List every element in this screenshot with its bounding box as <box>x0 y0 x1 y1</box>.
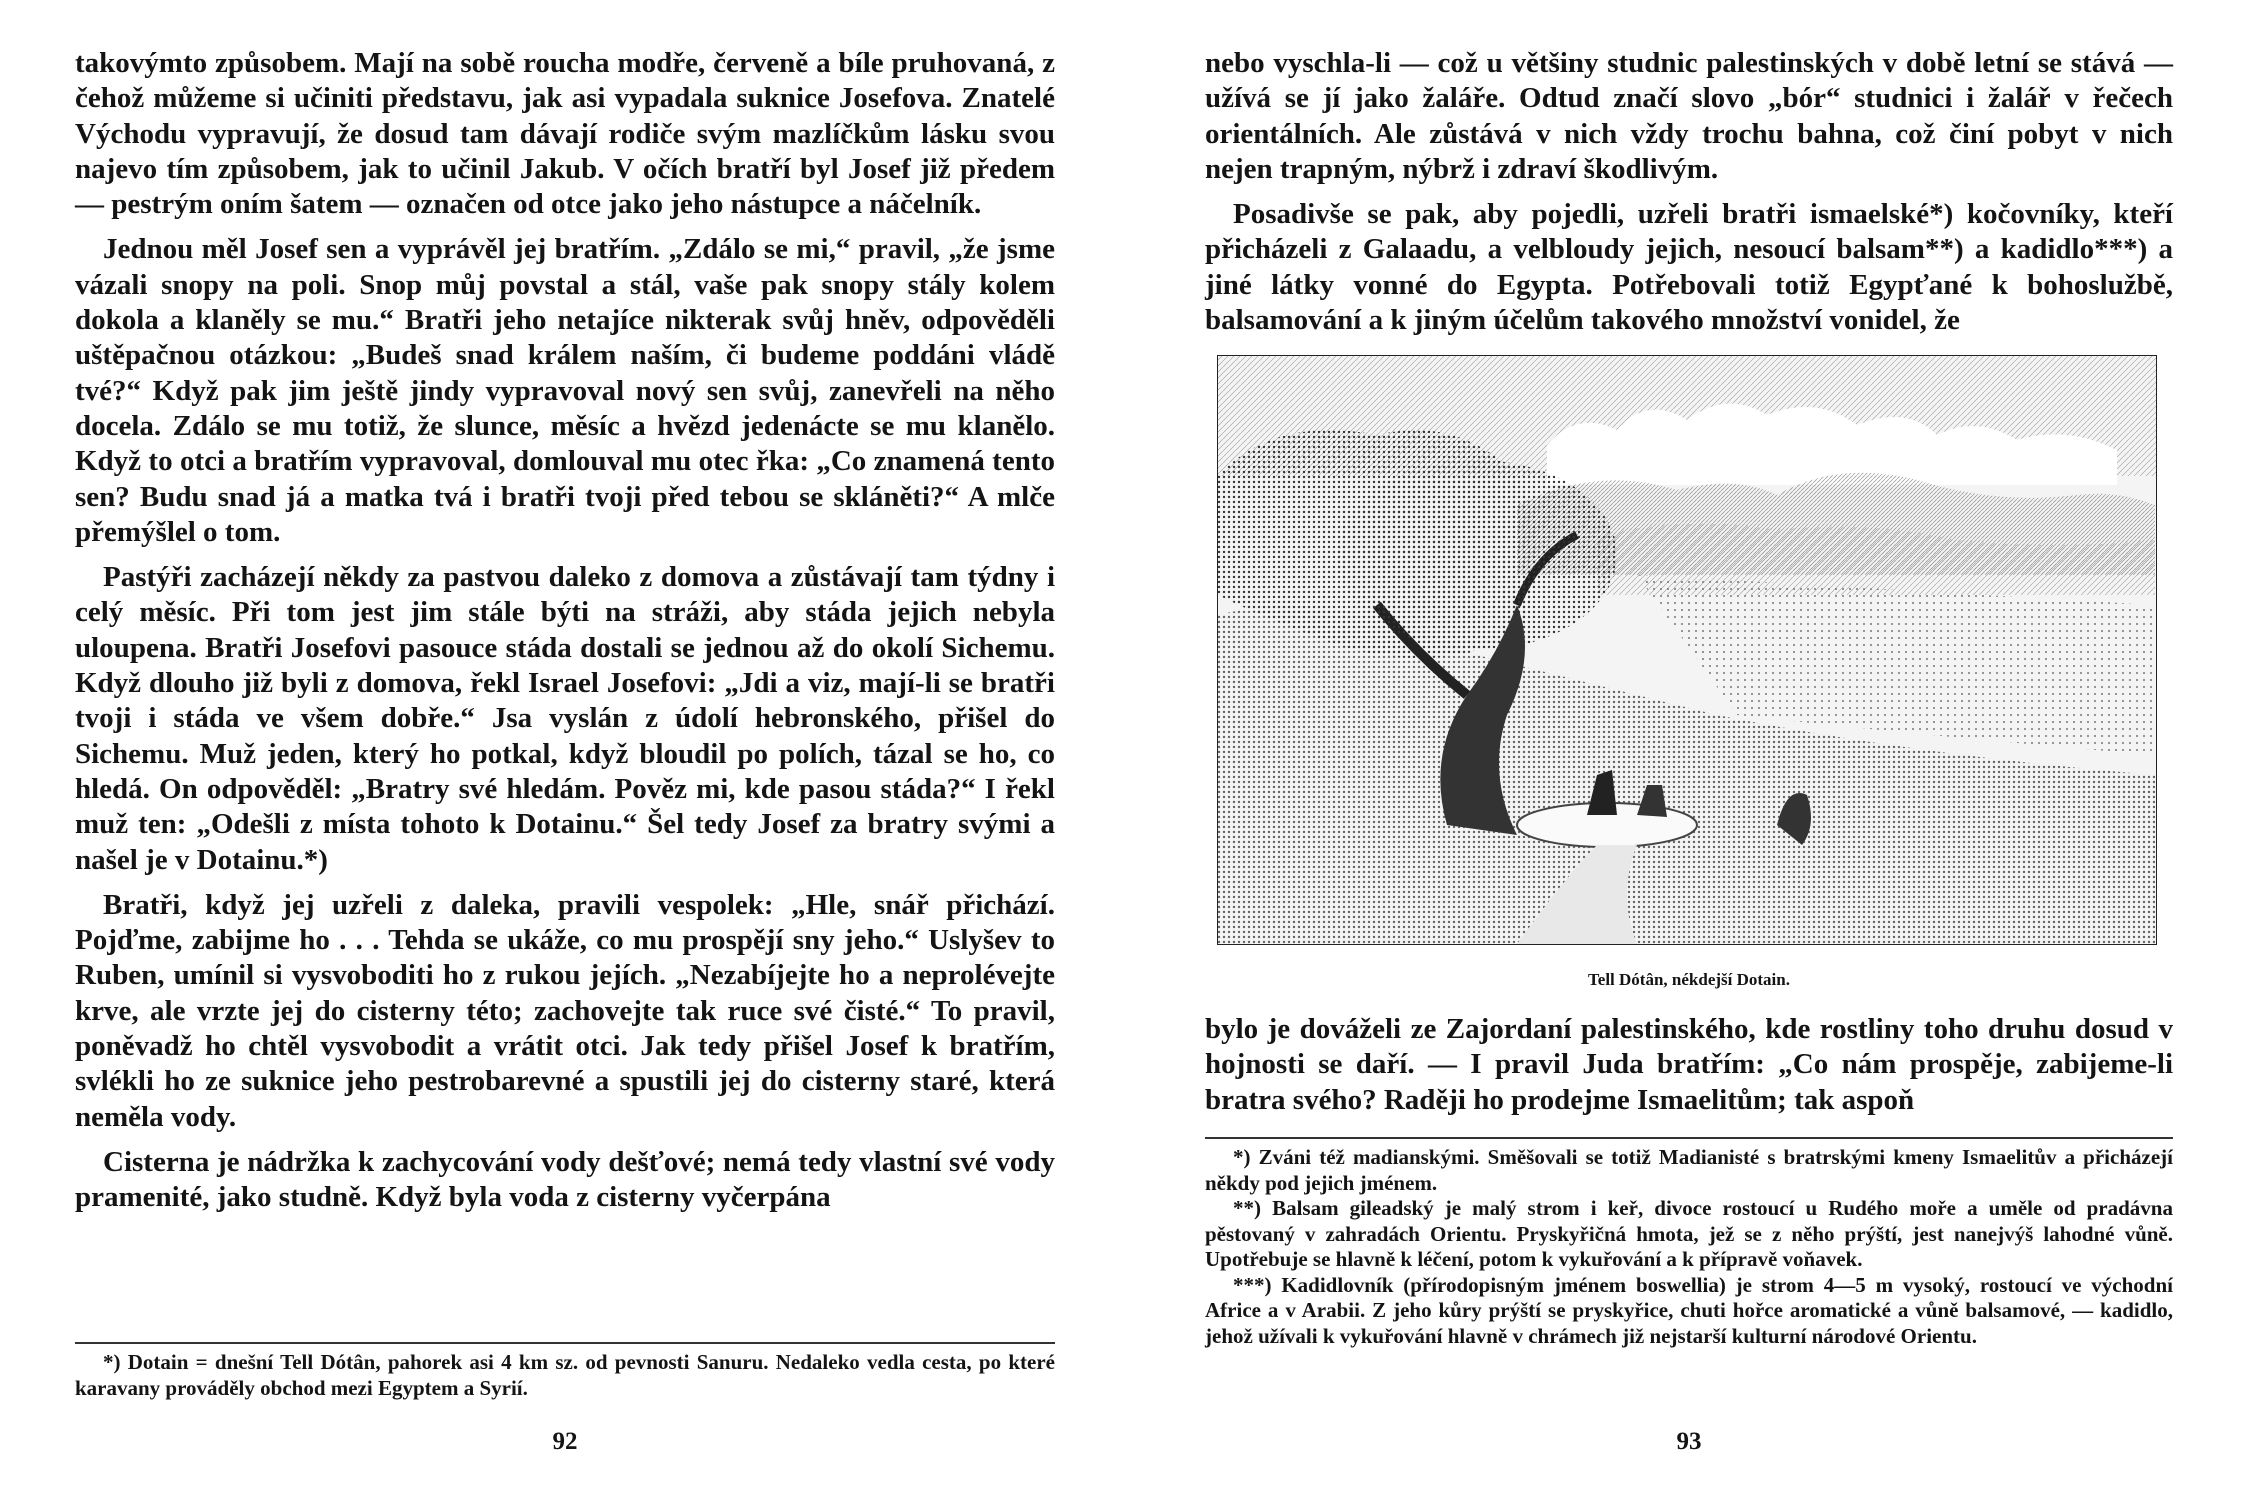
footnote: ***) Kadidlovník (přírodopisným jménem boswellia) je strom 4—5 m vysoký, rostoucí ve východní Africe a v Arabii. Z jeho kůry prýští se pryskyřice, chuti hořce aromatické a vůně balsamové, — kadidlo, jehož užívali k vykuřování hlavně v chrámech již nejstarší kulturní národové Orientu. <box>1205 1272 2173 1348</box>
page-number: 92 <box>552 1428 578 1455</box>
left-page-body <box>75 46 1055 1226</box>
right-page-body-top <box>1205 46 2173 348</box>
paragraph: nebo vyschla-li — což u většiny studnic palestinských v době letní se stává — užívá se jí jako žaláře. Odtud značí slovo „bór“ studnici i žalář v řečech orientálních. Ale zůstává v nich vždy trochu bahna, což činí pobyt v nich nejen trapným, nýbrž i zdraví škodlivým. <box>1205 47 2173 185</box>
left-footnotes <box>75 1342 1055 1401</box>
paragraph: Jednou měl Josef sen a vyprávěl jej bratřím. „Zdálo se mi,“ pravil, „že jsme vázali snopy na poli. Snop můj povstal a stál, vaše pak snopy stály kolem dokola a klaněly se mu.“ Bratři jeho netajíce nikterak svůj hněv, odpověděli uštěpačnou otázkou: „Budeš snad králem naším, či budeme poddáni vládě tvé?“ Když pak jim ještě jindy vypravoval nový sen svůj, zanevřeli na něho docela. Zdálo se mu totiž, že slunce, měsíc a hvězd jedenácte se mu klanělo. Když to otci a bratřím vypravoval, domlouval mu otec řka: „Co znamená tento sen? Budu snad já a matka tvá i bratři tvoji před tebou se skláněti?“ A mlče přemýšlel o tom. <box>75 233 1055 548</box>
landscape-illustration <box>1217 355 2157 945</box>
paragraph: Cisterna je nádržka k zachycování vody dešťové; nemá tedy vlastní své vody pramenité, jako studně. Když byla voda z cisterny vyčerpána <box>75 1145 1055 1214</box>
paragraph: Pastýři zacházejí někdy za pastvou daleko z domova a zůstávají tam týdny i celý měsíc. Při tom jest jim stále býti na stráži, aby stáda jejich nebyla uloupena. Bratři Josefovi pasouce stáda dostali se jednou až do okolí Sichemu. Když dlouho již byli z domova, řekl Israel Josefovi: „Jdi a viz, mají-li se bratři tvoji i stáda ve všem dobře.“ Jsa vyslán z údolí hebronského, přišel do Sichemu. Muž jeden, který ho potkal, když bloudil po polích, tázal se ho, co hledá. On odpověděl: „Bratry své hledám. Pověz mi, kde pasou stáda?“ I řekl muž ten: „Odešli z místa tohoto k Dotainu.“ Šel tedy Josef za bratry svými a našel je v Dotainu.*) <box>75 561 1055 876</box>
right-footnotes <box>1205 1137 2173 1349</box>
footnote: *) Dotain = dnešní Tell Dótân, pahorek asi 4 km sz. od pevnosti Sanuru. Nedaleko vedla cesta, po které karavany prováděly obchod mezi Egyptem a Syrií. <box>75 1350 1055 1400</box>
paragraph: bylo je dováželi ze Zajordaní palestinského, kde rostliny toho druhu dosud v hojnosti se daří. — I pravil Juda bratřím: „Co nám prospěje, zabijeme-li bratra svého? Raději ho prodejme Ismaelitům; tak aspoň <box>1205 1013 2173 1116</box>
footnote: **) Balsam gileadský je malý strom i keř, divoce rostoucí u Rudého moře a uměle od pradávna pěstovaný v zahradách Orientu. Pryskyřičná hmota, jež se z něho prýští, jest nanejvýš lahodné vůně. Upotřebuje se hlavně k léčení, potom k vykuřování a k přípravě voňavek. <box>1205 1196 2173 1271</box>
paragraph: Posadivše se pak, aby pojedli, uzřeli bratři ismaelské*) kočovníky, kteří přicházeli z Galaadu, a velbloudy jejich, nesoucí balsam**) a kadidlo***) a jiné látky vonné do Egypta. Potřebovali totiž Egypťané k bohoslužbě, balsamování a k jiným účelům takového množství vonidel, že <box>1205 198 2173 337</box>
paragraph: Bratři, když jej uzřeli z daleka, pravili vespolek: „Hle, snář přichází. Pojďme, zabijme ho . . . Tehda se ukáže, co mu prospějí sny jeho.“ Uslyšev to Ruben, umínil si vysvoboditi ho z rukou jejích. „Nezabíjejte ho a neprolévejte krve, ale vrzte jej do cisterny této; zachovejte tak ruce své čisté.“ To pravil, poněvadž ho chtěl vysvobodit a vrátit otci. Jak tedy přišel Josef k bratřím, svlékli ho ze suknice jeho pestrobarevné a spustili jej do cisterny staré, která neměla vody. <box>75 888 1055 1133</box>
page-number: 93 <box>1676 1428 1702 1455</box>
figure-caption: Tell Dótân, nékdejší Dotain. <box>1588 970 1790 989</box>
footnote: *) Zváni též madianskými. Směšovali se totiž Madianisté s bratrskými kmeny Ismaelitův a přicházejí někdy pod jejich jménem. <box>1205 1145 2173 1195</box>
right-page-body-bottom <box>1205 1012 2173 1128</box>
paragraph: takovýmto způsobem. Mají na sobě roucha modře, červeně a bíle pruhovaná, z čehož můžeme si učiniti představu, jak asi vypadala suknice Josefova. Znatelé Východu vypravují, že dosud tam dávají rodiče svým mazlíčkům lásku svou najevo tím způsobem, jak to učinil Jakub. V očích bratří byl Josef již předem — pestrým oním šatem — označen od otce jako jeho nástupce a náčelník. <box>75 47 1055 221</box>
